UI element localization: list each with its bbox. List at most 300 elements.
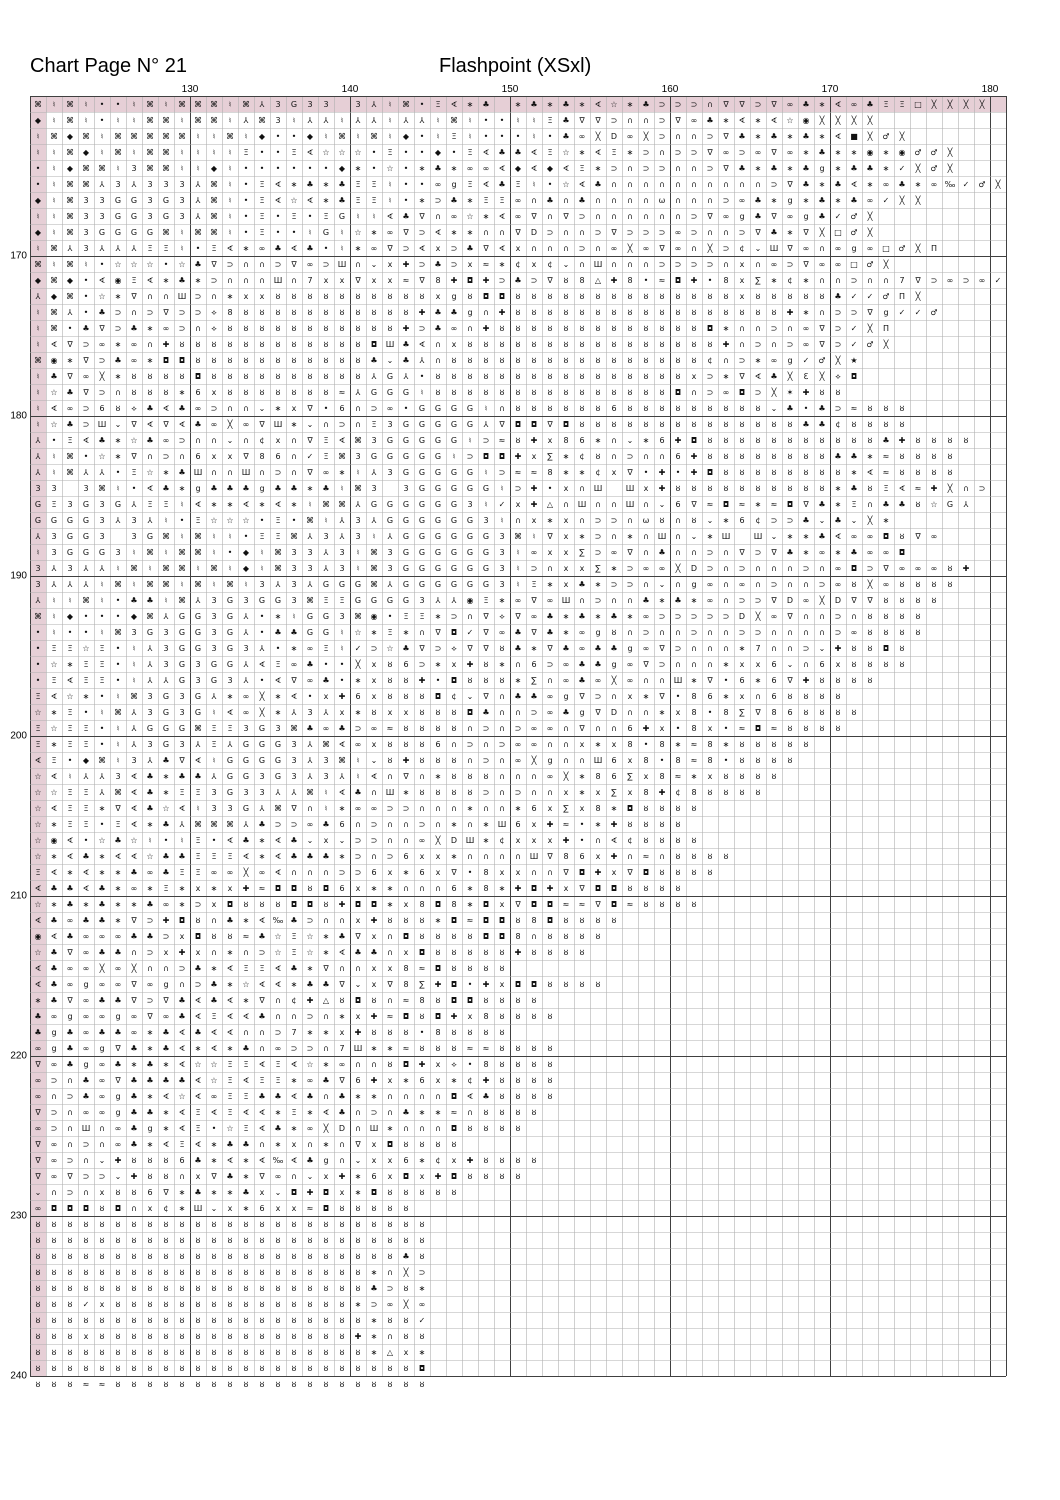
- stitch-symbol: ⌘: [114, 148, 122, 157]
- stitch-symbol: ȣ: [436, 1140, 441, 1149]
- stitch-symbol: ⌘: [162, 164, 170, 173]
- stitch-symbol: ✚: [531, 484, 538, 493]
- stitch-symbol: ☆: [306, 948, 313, 957]
- stitch-symbol: ȣ: [612, 324, 617, 333]
- stitch-symbol: G: [419, 404, 425, 413]
- stitch-symbol: ♣: [802, 164, 809, 173]
- stitch-symbol: ♮: [53, 452, 56, 461]
- stitch-symbol: ȣ: [676, 308, 681, 317]
- stitch-symbol: ȣ: [132, 1156, 137, 1165]
- stitch-symbol: •: [420, 180, 425, 189]
- stitch-symbol: ∇: [386, 244, 393, 253]
- stitch-symbol: ȣ: [836, 388, 841, 397]
- stitch-symbol: ȣ: [148, 1380, 153, 1389]
- stitch-symbol: ◘: [451, 676, 457, 685]
- stitch-symbol: ∗: [67, 660, 74, 669]
- stitch-symbol: ⊃: [611, 164, 618, 173]
- stitch-symbol: Ξ: [451, 132, 456, 141]
- stitch-symbol: ∗: [211, 500, 218, 509]
- stitch-symbol: ∞: [915, 564, 922, 573]
- stitch-symbol: ◉: [371, 612, 378, 621]
- stitch-symbol: ȣ: [468, 372, 473, 381]
- stitch-symbol: ∩: [867, 276, 873, 285]
- stitch-symbol: ȣ: [948, 564, 953, 573]
- stitch-symbol: ȣ: [756, 420, 761, 429]
- row-tick: 240: [10, 1371, 27, 1382]
- stitch-symbol: ⊃: [739, 564, 746, 573]
- stitch-symbol: ⅄: [35, 436, 41, 445]
- stitch-symbol: 6: [259, 1204, 264, 1213]
- stitch-symbol: ȣ: [356, 1284, 361, 1293]
- stitch-symbol: ⌄: [771, 532, 778, 541]
- stitch-symbol: ∗: [563, 612, 570, 621]
- stitch-symbol: ⅄: [483, 420, 489, 429]
- stitch-symbol: ∢: [179, 1028, 186, 1037]
- stitch-symbol: ♮: [53, 148, 56, 157]
- stitch-symbol: ⅄: [99, 244, 105, 253]
- stitch-symbol: ⊃: [643, 228, 650, 237]
- stitch-symbol: Ξ: [131, 468, 136, 477]
- stitch-symbol: ∇: [482, 692, 489, 701]
- stitch-symbol: ⅄: [195, 740, 201, 749]
- stitch-symbol: ☆: [338, 148, 345, 157]
- stitch-symbol: ∞: [83, 964, 90, 973]
- stitch-symbol: ✚: [307, 996, 314, 1005]
- stitch-symbol: ȣ: [244, 900, 249, 909]
- stitch-symbol: ȣ: [916, 436, 921, 445]
- stitch-symbol: 8: [691, 692, 696, 701]
- stitch-symbol: ȣ: [388, 1316, 393, 1325]
- stitch-symbol: ∇: [258, 996, 265, 1005]
- stitch-symbol: g: [787, 356, 792, 365]
- stitch-symbol: G: [179, 628, 185, 637]
- stitch-symbol: ∩: [531, 868, 537, 877]
- stitch-symbol: ∗: [867, 452, 874, 461]
- stitch-symbol: ⊃: [483, 724, 490, 733]
- stitch-symbol: ☆: [354, 148, 361, 157]
- stitch-symbol: ╳: [403, 1267, 410, 1277]
- stitch-symbol: ∗: [115, 900, 122, 909]
- stitch-symbol: g: [451, 292, 456, 301]
- stitch-symbol: ♣: [514, 148, 521, 157]
- stitch-symbol: Ξ: [259, 228, 264, 237]
- stitch-symbol: ȣ: [868, 404, 873, 413]
- stitch-symbol: ⌄: [627, 436, 634, 445]
- stitch-symbol: ∢: [275, 196, 282, 205]
- stitch-symbol: ȣ: [756, 484, 761, 493]
- stitch-symbol: ȣ: [532, 1044, 537, 1053]
- stitch-symbol: ∢: [211, 1044, 218, 1053]
- stitch-symbol: ⊃: [819, 580, 826, 589]
- stitch-symbol: ♣: [98, 996, 105, 1005]
- stitch-symbol: ȣ: [500, 1012, 505, 1021]
- stitch-symbol: ȣ: [500, 340, 505, 349]
- stitch-symbol: ╳: [867, 131, 874, 141]
- stitch-symbol: ♣: [162, 868, 169, 877]
- stitch-symbol: ≈: [483, 1044, 490, 1053]
- stitch-symbol: ∩: [451, 804, 457, 813]
- stitch-symbol: ∢: [339, 436, 346, 445]
- stitch-symbol: ∗: [547, 516, 554, 525]
- stitch-symbol: 3: [211, 788, 216, 797]
- stitch-symbol: G: [179, 660, 185, 669]
- stitch-symbol: ∩: [403, 820, 409, 829]
- stitch-symbol: ⊃: [787, 516, 794, 525]
- stitch-symbol: ȣ: [196, 1284, 201, 1293]
- stitch-symbol: G: [371, 500, 377, 509]
- stitch-symbol: ♣: [242, 836, 249, 845]
- stitch-symbol: ∢: [323, 1108, 330, 1117]
- stitch-symbol: x: [564, 788, 569, 797]
- stitch-symbol: ≈: [579, 900, 586, 909]
- stitch-symbol: ♮: [53, 196, 56, 205]
- stitch-symbol: ∇: [210, 260, 217, 269]
- stitch-symbol: ♣: [98, 900, 105, 909]
- stitch-symbol: ◆: [243, 548, 250, 557]
- stitch-symbol: ȣ: [484, 964, 489, 973]
- stitch-symbol: ◘: [371, 1188, 377, 1197]
- stitch-symbol: ∇: [786, 244, 793, 253]
- stitch-symbol: ♣: [258, 932, 265, 941]
- stitch-symbol: G: [387, 372, 393, 381]
- stitch-symbol: ȣ: [932, 468, 937, 477]
- stitch-symbol: ∞: [883, 580, 890, 589]
- stitch-symbol: ȣ: [228, 1220, 233, 1229]
- stitch-symbol: Ш: [770, 244, 779, 253]
- stitch-symbol: ȣ: [628, 308, 633, 317]
- stitch-symbol: ∩: [323, 868, 329, 877]
- stitch-symbol: ∗: [339, 468, 346, 477]
- stitch-symbol: ⅄: [83, 564, 89, 573]
- stitch-symbol: ∞: [819, 548, 826, 557]
- stitch-symbol: ȣ: [452, 372, 457, 381]
- stitch-symbol: ♣: [306, 180, 313, 189]
- stitch-symbol: ∗: [307, 964, 314, 973]
- stitch-symbol: ∢: [243, 1012, 250, 1021]
- stitch-symbol: 6: [707, 692, 712, 701]
- stitch-symbol: 8: [659, 772, 664, 781]
- stitch-symbol: ȣ: [868, 676, 873, 685]
- stitch-symbol: ♂: [914, 148, 921, 157]
- stitch-symbol: ╳: [435, 835, 442, 845]
- stitch-symbol: ȣ: [564, 356, 569, 365]
- stitch-symbol: ȣ: [356, 1268, 361, 1277]
- stitch-symbol: ✚: [531, 500, 538, 509]
- stitch-symbol: ∢: [51, 692, 58, 701]
- stitch-symbol: ∗: [419, 164, 426, 173]
- stitch-symbol: x: [740, 276, 745, 285]
- stitch-symbol: ⅄: [435, 596, 441, 605]
- stitch-symbol: ◘: [851, 564, 857, 573]
- stitch-symbol: ȣ: [356, 340, 361, 349]
- stitch-symbol: x: [324, 836, 329, 845]
- stitch-symbol: ∩: [323, 420, 329, 429]
- stitch-symbol: ∇: [514, 228, 521, 237]
- stitch-symbol: ȣ: [244, 1348, 249, 1357]
- stitch-symbol: ◘: [355, 900, 361, 909]
- stitch-symbol: ȣ: [164, 1236, 169, 1245]
- stitch-symbol: ♣: [770, 372, 777, 381]
- stitch-symbol: ȣ: [452, 756, 457, 765]
- stitch-symbol: ♣: [818, 404, 825, 413]
- stitch-symbol: ȣ: [308, 1284, 313, 1293]
- stitch-symbol: ⊃: [707, 388, 714, 397]
- stitch-symbol: ȣ: [692, 804, 697, 813]
- stitch-symbol: ȣ: [612, 388, 617, 397]
- stitch-symbol: ◘: [435, 1012, 441, 1021]
- stitch-symbol: ȣ: [452, 1188, 457, 1197]
- stitch-symbol: ȣ: [564, 276, 569, 285]
- stitch-symbol: ȣ: [660, 516, 665, 525]
- stitch-symbol: ȣ: [132, 1364, 137, 1373]
- stitch-symbol: x: [532, 836, 537, 845]
- stitch-symbol: ∗: [803, 196, 810, 205]
- stitch-symbol: G: [403, 420, 409, 429]
- stitch-symbol: ∩: [611, 260, 617, 269]
- stitch-symbol: ╳: [819, 595, 826, 605]
- stitch-symbol: D: [787, 596, 793, 605]
- stitch-symbol: ∩: [579, 516, 585, 525]
- stitch-symbol: ∞: [67, 916, 74, 925]
- stitch-symbol: Ш: [242, 468, 251, 477]
- stitch-symbol: G: [243, 804, 249, 813]
- stitch-symbol: ȣ: [852, 580, 857, 589]
- stitch-symbol: ∩: [707, 196, 713, 205]
- stitch-symbol: ȣ: [676, 404, 681, 413]
- stitch-symbol: ⊃: [707, 564, 714, 573]
- stitch-symbol: ♣: [178, 468, 185, 477]
- stitch-symbol: ȣ: [84, 1236, 89, 1245]
- stitch-symbol: G: [403, 500, 409, 509]
- stitch-symbol: ⌘: [210, 820, 218, 829]
- stitch-symbol: ȣ: [836, 468, 841, 477]
- stitch-symbol: ☆: [322, 148, 329, 157]
- stitch-symbol: ⌘: [210, 116, 218, 125]
- stitch-symbol: ◆: [243, 564, 250, 573]
- stitch-symbol: ȣ: [324, 292, 329, 301]
- stitch-symbol: x: [404, 900, 409, 909]
- stitch-symbol: ȣ: [724, 484, 729, 493]
- stitch-symbol: ◘: [707, 468, 713, 477]
- stitch-symbol: ȣ: [68, 1284, 73, 1293]
- stitch-symbol: ∗: [179, 484, 186, 493]
- stitch-symbol: ⊃: [371, 1108, 378, 1117]
- stitch-symbol: ∞: [147, 980, 154, 989]
- stitch-symbol: ∢: [227, 1012, 234, 1021]
- stitch-symbol: ⊃: [83, 404, 90, 413]
- stitch-symbol: G: [115, 212, 121, 221]
- stitch-symbol: ∗: [403, 788, 410, 797]
- stitch-symbol: ∗: [243, 996, 250, 1005]
- stitch-symbol: ∗: [307, 1108, 314, 1117]
- stitch-symbol: ⊃: [739, 356, 746, 365]
- stitch-symbol: ȣ: [516, 292, 521, 301]
- stitch-symbol: ⌘: [82, 164, 90, 173]
- stitch-symbol: ∩: [787, 564, 793, 573]
- stitch-symbol: ⊃: [723, 612, 730, 621]
- stitch-symbol: ȣ: [628, 340, 633, 349]
- stitch-symbol: ♣: [338, 932, 345, 941]
- stitch-symbol: x: [372, 1156, 377, 1165]
- stitch-symbol: ╳: [915, 163, 922, 173]
- stitch-symbol: ȣ: [532, 308, 537, 317]
- stitch-symbol: ☆: [146, 852, 153, 861]
- stitch-symbol: ∢: [67, 852, 74, 861]
- stitch-symbol: ∗: [723, 660, 730, 669]
- stitch-symbol: G: [467, 580, 473, 589]
- stitch-symbol: ȣ: [132, 388, 137, 397]
- stitch-symbol: ♮: [165, 548, 168, 557]
- stitch-symbol: g: [115, 1108, 120, 1117]
- stitch-symbol: ♣: [194, 772, 201, 781]
- stitch-symbol: ȣ: [452, 1140, 457, 1149]
- stitch-symbol: Ξ: [243, 1060, 248, 1069]
- stitch-symbol: ◘: [451, 916, 457, 925]
- stitch-symbol: ≈: [691, 740, 698, 749]
- stitch-symbol: ◘: [499, 292, 505, 301]
- stitch-symbol: ∩: [723, 228, 729, 237]
- stitch-symbol: x: [532, 820, 537, 829]
- stitch-symbol: ✚: [483, 324, 490, 333]
- stitch-symbol: Ξ: [195, 1124, 200, 1133]
- stitch-symbol: 6: [403, 1156, 408, 1165]
- stitch-symbol: ȣ: [756, 436, 761, 445]
- stitch-symbol: ȣ: [308, 1364, 313, 1373]
- stitch-symbol: G: [163, 724, 169, 733]
- stitch-symbol: ȣ: [436, 932, 441, 941]
- stitch-symbol: ≈: [563, 900, 570, 909]
- stitch-symbol: ∗: [227, 1044, 234, 1053]
- stitch-symbol: ∗: [483, 836, 490, 845]
- stitch-symbol: ∢: [211, 1108, 218, 1117]
- stitch-symbol: ȣ: [900, 468, 905, 477]
- stitch-symbol: ⌄: [851, 516, 858, 525]
- stitch-symbol: ⅄: [99, 788, 105, 797]
- stitch-symbol: ◆: [67, 276, 74, 285]
- stitch-symbol: •: [452, 148, 457, 157]
- stitch-symbol: 3: [291, 548, 296, 557]
- stitch-symbol: ∇: [146, 1012, 153, 1021]
- stitch-symbol: 8: [403, 980, 408, 989]
- stitch-symbol: ȣ: [900, 404, 905, 413]
- stitch-symbol: Ш: [754, 532, 763, 541]
- stitch-symbol: ȣ: [52, 1268, 57, 1277]
- stitch-symbol: ⊃: [803, 644, 810, 653]
- stitch-symbol: ✚: [723, 340, 730, 349]
- stitch-symbol: ♣: [274, 1092, 281, 1101]
- stitch-symbol: ∩: [387, 836, 393, 845]
- stitch-symbol: ∗: [131, 900, 138, 909]
- stitch-symbol: ȣ: [484, 356, 489, 365]
- stitch-symbol: ♮: [309, 228, 312, 237]
- stitch-symbol: ∞: [643, 564, 650, 573]
- stitch-symbol: ȣ: [308, 1252, 313, 1261]
- stitch-symbol: ∗: [355, 1300, 362, 1309]
- stitch-symbol: x: [564, 516, 569, 525]
- stitch-symbol: ∩: [387, 932, 393, 941]
- stitch-symbol: ∩: [291, 1172, 297, 1181]
- stitch-symbol: ȣ: [228, 372, 233, 381]
- stitch-symbol: ȣ: [164, 372, 169, 381]
- stitch-symbol: ∗: [291, 500, 298, 509]
- stitch-symbol: 3: [115, 180, 120, 189]
- stitch-symbol: ∢: [275, 500, 282, 509]
- stitch-symbol: ∩: [355, 404, 361, 413]
- stitch-symbol: □: [914, 100, 922, 109]
- stitch-symbol: x: [292, 404, 297, 413]
- stitch-symbol: ∢: [899, 484, 906, 493]
- stitch-symbol: △: [323, 996, 330, 1005]
- stitch-symbol: g: [323, 1156, 328, 1165]
- stitch-symbol: •: [644, 740, 649, 749]
- stitch-symbol: 6: [675, 500, 680, 509]
- stitch-symbol: ♣: [50, 980, 57, 989]
- stitch-symbol: ȣ: [532, 372, 537, 381]
- stitch-symbol: ✚: [243, 884, 250, 893]
- stitch-symbol: 6: [611, 772, 616, 781]
- stitch-symbol: ∞: [627, 132, 634, 141]
- stitch-symbol: ♮: [373, 212, 376, 221]
- stitch-symbol: Ξ: [35, 724, 40, 733]
- stitch-symbol: ȣ: [52, 1252, 57, 1261]
- stitch-symbol: ∩: [963, 484, 969, 493]
- stitch-symbol: ≈: [403, 276, 410, 285]
- stitch-symbol: ȣ: [772, 772, 777, 781]
- stitch-symbol: ∗: [755, 500, 762, 509]
- stitch-symbol: ȣ: [212, 340, 217, 349]
- stitch-symbol: ∩: [755, 260, 761, 269]
- stitch-symbol: ∇: [722, 100, 729, 109]
- stitch-symbol: ⅄: [51, 580, 57, 589]
- stitch-symbol: ⌘: [50, 244, 58, 253]
- stitch-symbol: •: [420, 132, 425, 141]
- stitch-symbol: ∩: [659, 452, 665, 461]
- stitch-symbol: ȣ: [532, 340, 537, 349]
- stitch-symbol: G: [227, 660, 233, 669]
- stitch-symbol: ∗: [115, 916, 122, 925]
- stitch-symbol: ȣ: [420, 756, 425, 765]
- stitch-symbol: ∢: [259, 660, 266, 669]
- stitch-symbol: ȣ: [548, 1060, 553, 1069]
- stitch-symbol: ⌘: [274, 804, 282, 813]
- stitch-symbol: ȣ: [340, 324, 345, 333]
- stitch-symbol: ȣ: [468, 356, 473, 365]
- stitch-symbol: ⌄: [787, 660, 794, 669]
- stitch-symbol: Ξ: [227, 852, 232, 861]
- stitch-symbol: x: [708, 772, 713, 781]
- stitch-symbol: ⊃: [355, 724, 362, 733]
- stitch-symbol: Π: [899, 292, 905, 301]
- stitch-symbol: G: [259, 724, 265, 733]
- stitch-symbol: ∞: [115, 1140, 122, 1149]
- stitch-symbol: ⊃: [67, 1092, 74, 1101]
- stitch-symbol: x: [532, 260, 537, 269]
- stitch-symbol: ∇: [738, 548, 745, 557]
- stitch-symbol: ȣ: [820, 708, 825, 717]
- stitch-symbol: ✚: [595, 868, 602, 877]
- stitch-symbol: ∗: [563, 452, 570, 461]
- stitch-symbol: ȣ: [116, 1252, 121, 1261]
- stitch-symbol: ♣: [658, 548, 665, 557]
- stitch-symbol: •: [212, 1124, 217, 1133]
- stitch-symbol: ∞: [371, 804, 378, 813]
- stitch-symbol: ⊃: [227, 260, 234, 269]
- stitch-symbol: ∞: [579, 644, 586, 653]
- stitch-symbol: G: [115, 196, 121, 205]
- stitch-symbol: D: [611, 708, 617, 717]
- stitch-symbol: ☆: [562, 148, 569, 157]
- stitch-symbol: ȣ: [740, 468, 745, 477]
